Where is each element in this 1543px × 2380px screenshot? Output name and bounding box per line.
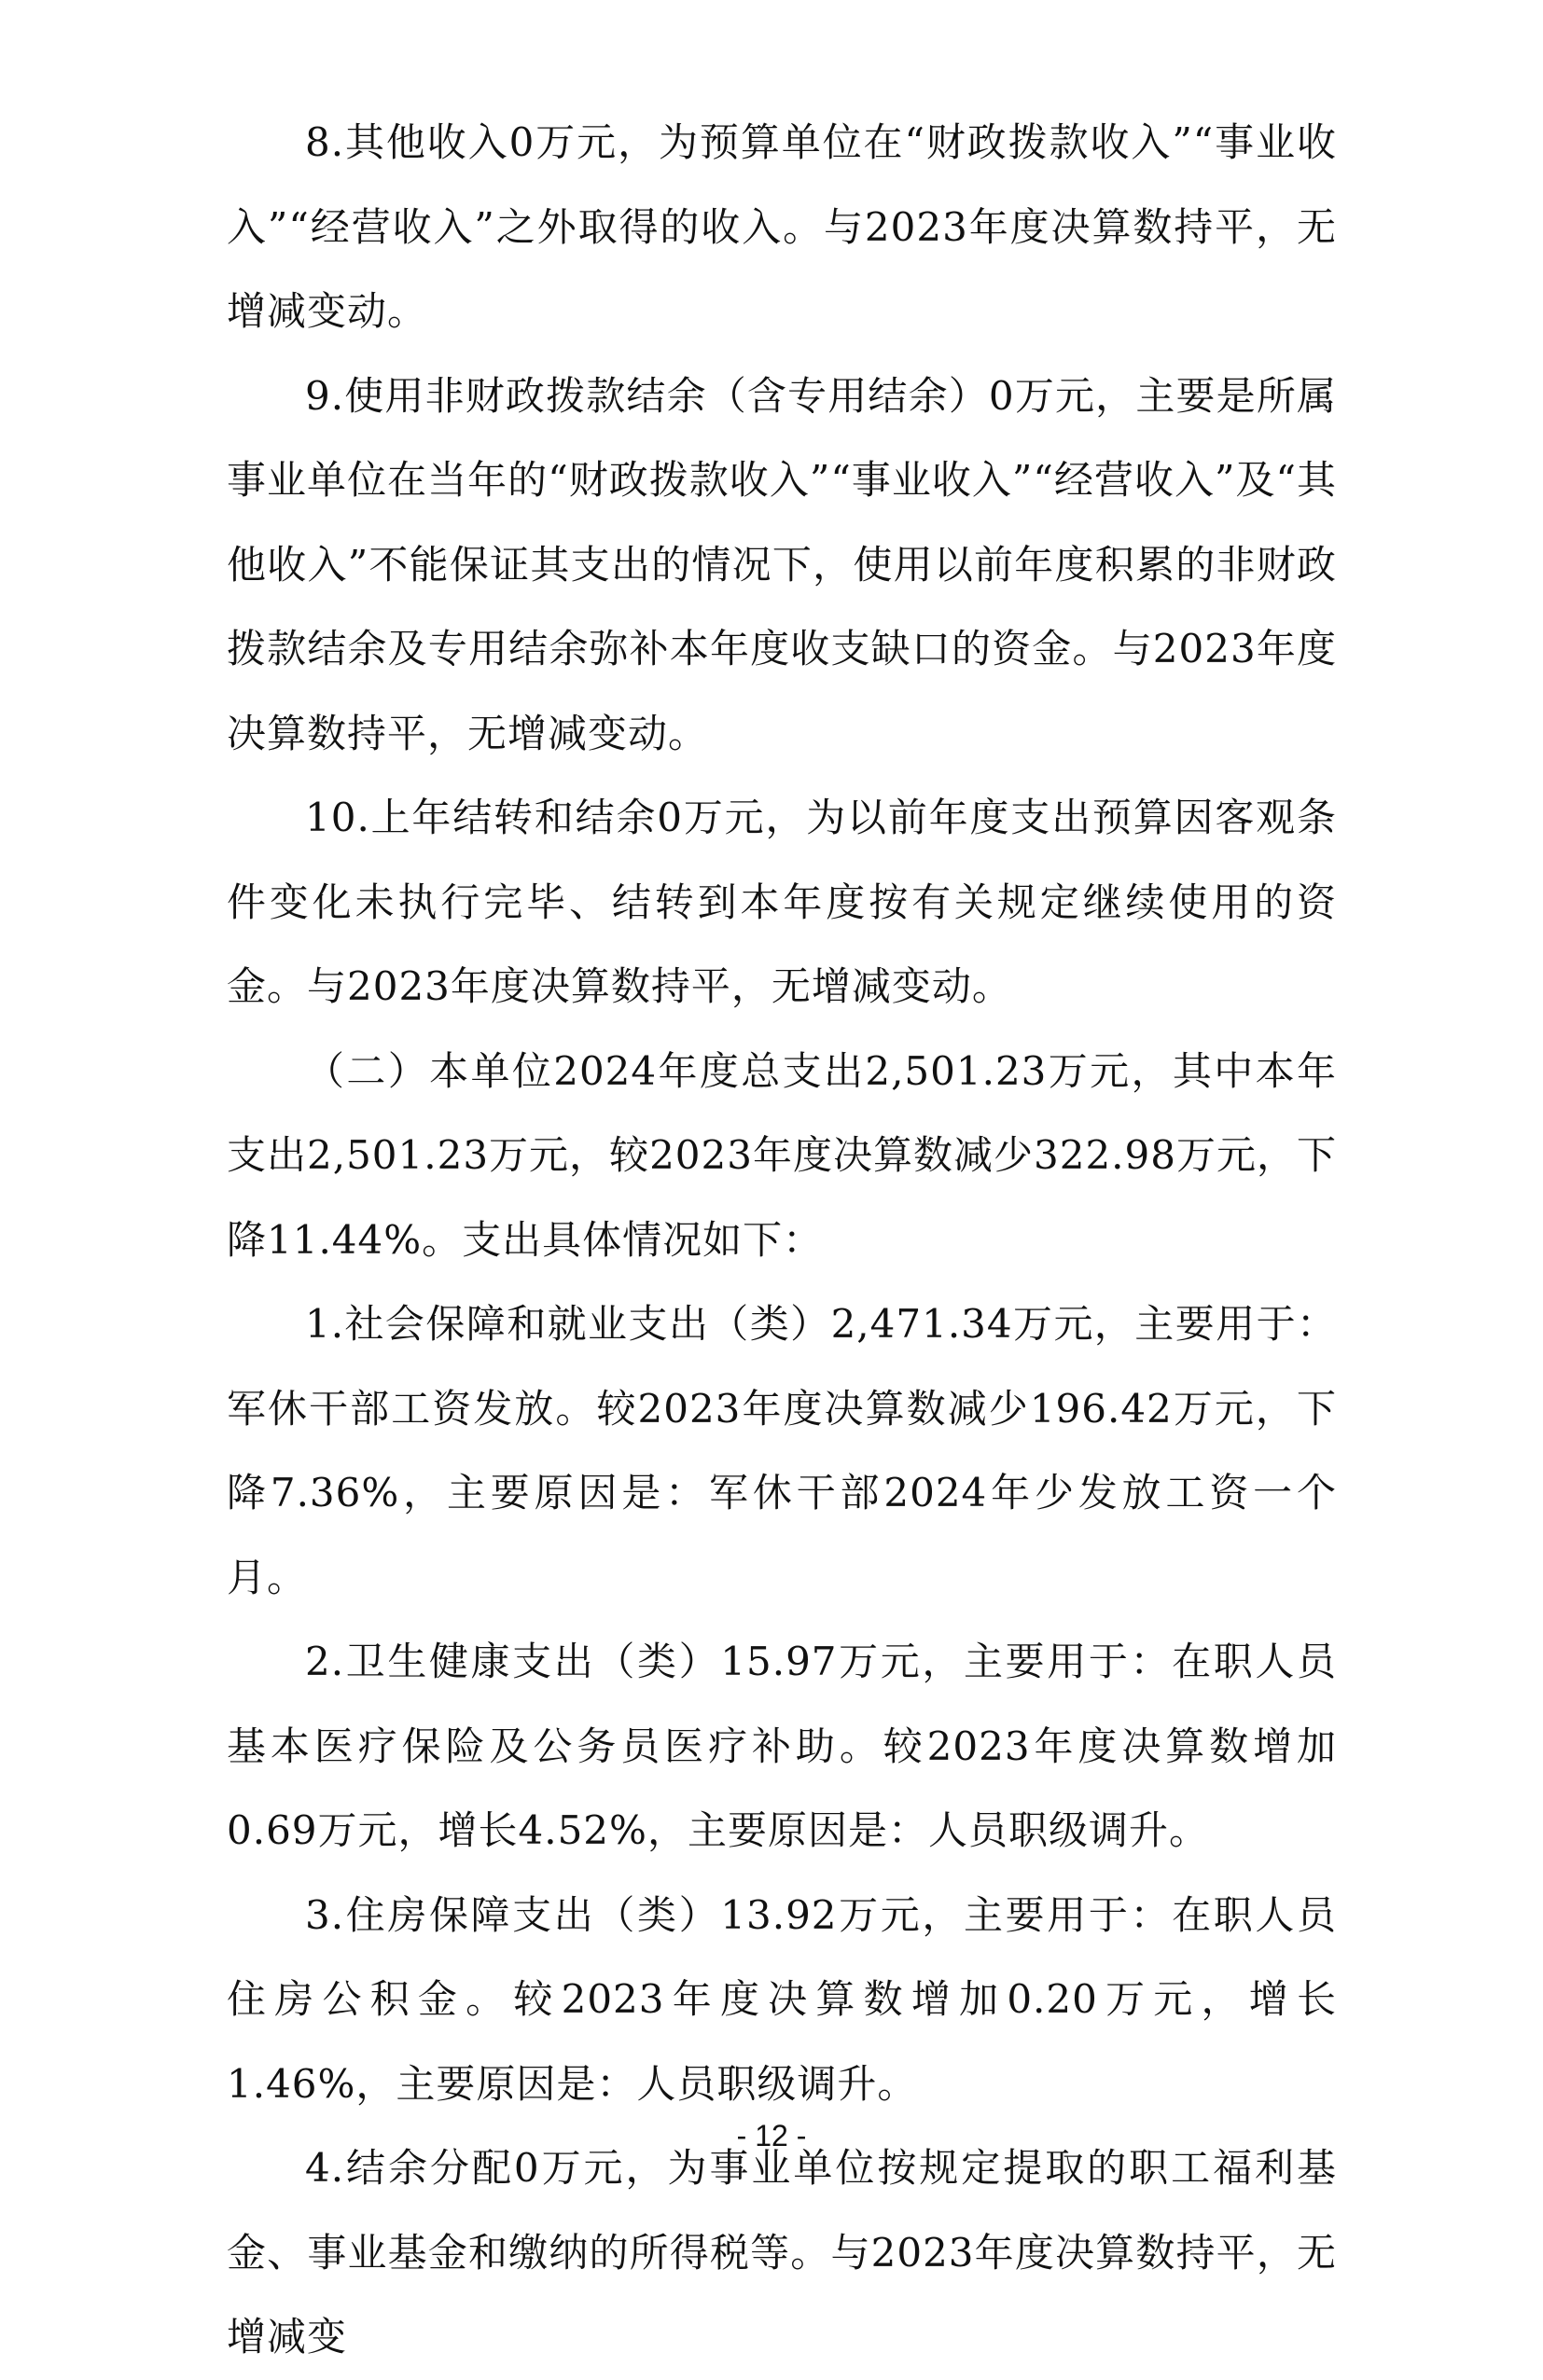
paragraph-housing-expenditure: 3.住房保障支出（类）13.92万元，主要用于：在职人员住房公积金。较2023年度决算数增加0.20万元，增长1.46%，主要原因是：人员职级调升。 (227, 1891, 1337, 2107)
page-number: - 12 - (736, 2119, 807, 2152)
document-body (227, 101, 1337, 2380)
paragraph-social-security-expenditure: 1.社会保障和就业支出（类）2,471.34万元，主要用于：军休干部工资发放。较2023年度决算数减少196.42万元，下降7.36%，主要原因是：军休干部2024年少发放工资一个月。 (227, 1301, 1337, 1600)
paragraph-surplus-distribution: 4.结余分配0万元，为事业单位按规定提取的职工福利基金、事业基金和缴纳的所得税等。与2023年度决算数持平，无增减变 (227, 2145, 1337, 2359)
paragraph-carryover: 10.上年结转和结余0万元，为以前年度支出预算因客观条件变化未执行完毕、结转到本年度按有关规定继续使用的资金。与2023年度决算数持平，无增减变动。 (227, 795, 1337, 1009)
paragraph-health-expenditure: 2.卫生健康支出（类）15.97万元，主要用于：在职人员基本医疗保险及公务员医疗补助。较2023年度决算数增加0.69万元，增长4.52%，主要原因是：人员职级调升。 (227, 1639, 1337, 1853)
paragraph-non-fiscal-surplus: 9.使用非财政拨款结余（含专用结余）0万元，主要是所属事业单位在当年的“财政拨款收入”“事业收入”“经营收入”及“其他收入”不能保证其支出的情况下，使用以前年度积累的非财政拨款结余及专用结余弥补本年度收支缺口的资金。与2023年度决算数持平，无增减变动。 (227, 372, 1337, 756)
paragraph-other-income: 8.其他收入0万元，为预算单位在“财政拨款收入”“事业收入”“经营收入”之外取得的收入。与2023年度决算数持平，无增减变动。 (227, 119, 1337, 334)
paragraph-total-expenditure: （二）本单位2024年度总支出2,501.23万元，其中本年支出2,501.23万元，较2023年度决算数减少322.98万元，下降11.44%。支出具体情况如下： (227, 1047, 1337, 1263)
